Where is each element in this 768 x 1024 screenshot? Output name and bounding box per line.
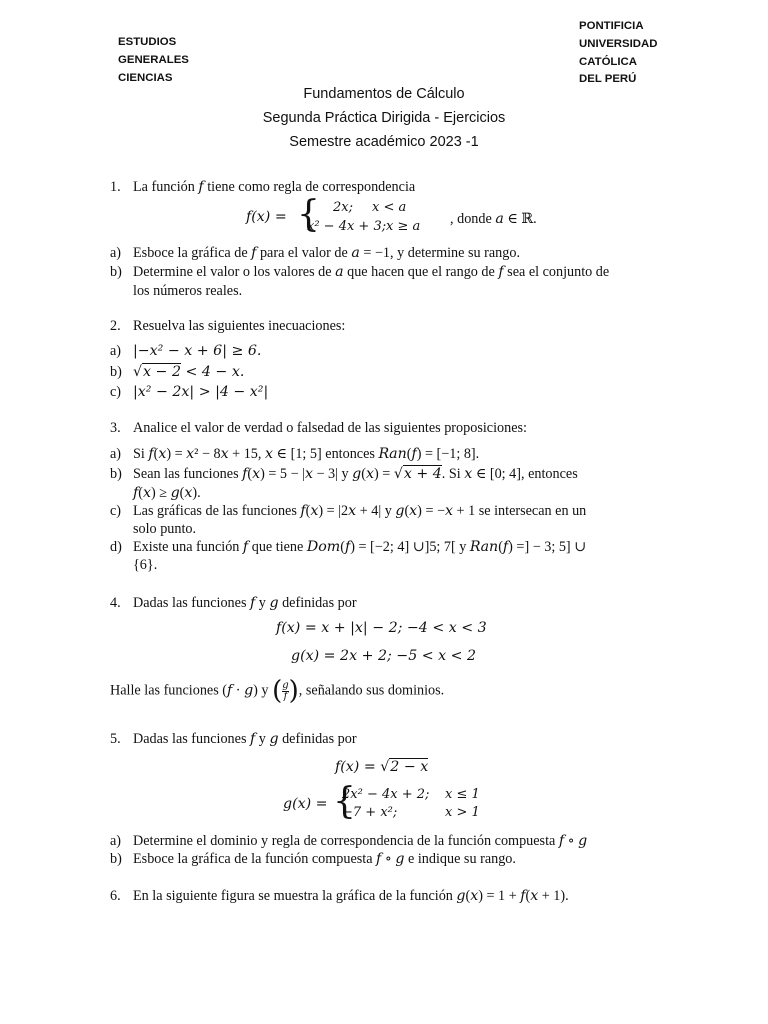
q1-case2-cond: 𝑥 ≥ 𝑎 (386, 219, 421, 234)
q3b-label: b) (110, 466, 122, 482)
q1-donde: , donde 𝑎 ∈ ℝ. (450, 211, 537, 227)
q1b-label: b) (110, 264, 122, 280)
q3b-text-part1: Sean las funciones 𝑓(𝑥) = 5 − |𝑥 − 3| y 𝑔(𝑥) = (133, 466, 391, 482)
q3c-text-line1: Las gráficas de las funciones 𝑓(𝑥) = |2𝑥 + 4| y 𝑔(𝑥) = −𝑥 + 1 se intersecan en un (133, 503, 587, 519)
q6-text: En la siguiente figura se muestra la gráfica de la función 𝑔(𝑥) = 1 + 𝑓(𝑥 + 1). (133, 888, 569, 904)
q2a-label: a) (110, 343, 122, 359)
university-line: CATÓLICA (579, 55, 637, 68)
q5a-text: Determine el dominio y regla de correspondencia de la función compuesta 𝑓 ∘ 𝑔 (133, 833, 588, 849)
q5-f-lhs: 𝑓(𝑥) = (335, 759, 376, 775)
q2b-rest: < 4 − 𝑥. (185, 364, 245, 380)
q1b-text-line1: Determine el valor o los valores de 𝑎 que hacen que el rango de 𝑓 sea el conjunto de (133, 264, 610, 280)
q5-intro: Dadas las funciones 𝑓 y 𝑔 definidas por (133, 731, 357, 747)
q2b-text (133, 364, 244, 380)
q3-number: 3. (110, 420, 121, 436)
semester-title: Semestre académico 2023 -1 (289, 134, 479, 150)
university-label (579, 18, 657, 89)
q1b-text-line2: los números reales. (133, 283, 243, 299)
course-title: Fundamentos de Cálculo (303, 86, 465, 102)
q3b-radicand: 𝑥 + 4 (403, 466, 442, 482)
q1-case2-expr: 𝑥² − 4𝑥 + 3; (307, 219, 387, 234)
q3b-text-line2: 𝑓(𝑥) ≥ 𝑔(𝑥). (133, 485, 201, 501)
q4-task-part2: , señalando sus dominios. (298, 682, 445, 699)
q6-number: 6. (110, 888, 121, 904)
q5b-text: Esboce la gráfica de la función compuesta 𝑓 ∘ 𝑔 e indique su rango. (133, 851, 516, 867)
q3b-text-part2: . Si 𝑥 ∈ [0; 4], entonces (441, 466, 578, 482)
q4-frac-denominator: 𝑓 (283, 690, 288, 702)
q2c-text: |𝑥² − 2𝑥| > |4 − 𝑥²| (133, 384, 269, 400)
q3a-label: a) (110, 446, 122, 462)
q5-g-lhs: 𝑔(𝑥) = (283, 796, 328, 812)
q1-fx-lhs: 𝑓(𝑥) = (246, 209, 287, 225)
q4-task-part1: Halle las funciones (𝑓 · 𝑔) y (110, 682, 269, 699)
q2b-label: b) (110, 364, 122, 380)
q3d-label: d) (110, 539, 122, 555)
q1a-label: a) (110, 245, 122, 261)
q1-intro: La función 𝑓 tiene como regla de correspondencia (133, 179, 416, 195)
q4-f-definition: 𝑓(𝑥) = 𝑥 + |𝑥| − 2; −4 < 𝑥 < 3 (276, 620, 487, 636)
faculty-line: ESTUDIOS (118, 36, 177, 48)
paren-close: ) (288, 676, 299, 706)
faculty-line: GENERALES (118, 53, 189, 66)
q1-number: 1. (110, 179, 121, 195)
q1-case1-expr: 2𝑥; (333, 200, 353, 215)
q3d-text-line1: Existe una función 𝑓 que tiene 𝐷𝑜𝑚(𝑓) = [−2; 4] ∪]5; 7[ y 𝑅𝑎𝑛(𝑓) =] − 3; 5] ∪ (133, 539, 587, 555)
q3c-text-line2: solo punto. (133, 521, 197, 537)
paren-open: ( (272, 676, 283, 706)
q5-case1-cond: 𝑥 ≤ 1 (445, 787, 480, 802)
q5a-label: a) (110, 833, 122, 849)
q2a-text: |−𝑥² − 𝑥 + 6| ≥ 6. (133, 343, 262, 359)
faculty-line: CIENCIAS (118, 71, 173, 84)
q3a-text: Si 𝑓(𝑥) = 𝑥² − 8𝑥 + 15, 𝑥 ∈ [1; 5] entonces 𝑅𝑎𝑛(𝑓) = [−1; 8]. (133, 446, 480, 462)
q4-intro: Dadas las funciones 𝑓 y 𝑔 definidas por (133, 595, 357, 611)
faculty-label (118, 34, 189, 87)
q5-f-definition (335, 759, 428, 775)
q3-intro: Analice el valor de verdad o falsedad de las siguientes proposiciones: (133, 420, 527, 436)
q5-number: 5. (110, 731, 121, 747)
practice-title: Segunda Práctica Dirigida - Ejercicios (262, 110, 506, 126)
q5-f-radicand: 2 − 𝑥 (390, 759, 429, 775)
university-line: PONTIFICIA (579, 20, 644, 32)
university-line: DEL PERÚ (579, 73, 637, 86)
q3b-text-line1 (133, 466, 578, 483)
q4-frac-numerator: 𝑔 (282, 679, 289, 691)
q4-task (110, 676, 444, 706)
university-line: UNIVERSIDAD (579, 37, 658, 50)
q5-case2-cond: 𝑥 > 1 (445, 805, 480, 820)
q1a-text: Esboce la gráfica de 𝑓 para el valor de 𝑎 = −1, y determine su rango. (133, 245, 521, 261)
sqrt-symbol: √ (393, 466, 403, 482)
q2b-radicand: 𝑥 − 2 (143, 364, 181, 380)
q3c-label: c) (110, 503, 122, 519)
q5-case2-expr: −7 + 𝑥²; (342, 805, 398, 820)
q4-number: 4. (110, 595, 121, 611)
sqrt-symbol: √ (380, 759, 390, 775)
q2c-label: c) (110, 384, 122, 400)
sqrt-symbol: √ (133, 364, 143, 380)
q2-number: 2. (110, 318, 121, 334)
q5b-label: b) (110, 851, 122, 867)
q5-brace: { (333, 781, 356, 822)
q2-intro: Resuelva las siguientes inecuaciones: (133, 318, 346, 334)
q1-brace: { (297, 194, 320, 235)
q4-g-definition: 𝑔(𝑥) = 2𝑥 + 2; −5 < 𝑥 < 2 (291, 648, 477, 664)
q3d-text-line2: {6}. (133, 557, 158, 573)
q1-case1-cond: 𝑥 < 𝑎 (372, 200, 407, 215)
q5-case1-expr: 2𝑥² − 4𝑥 + 2; (342, 787, 430, 802)
